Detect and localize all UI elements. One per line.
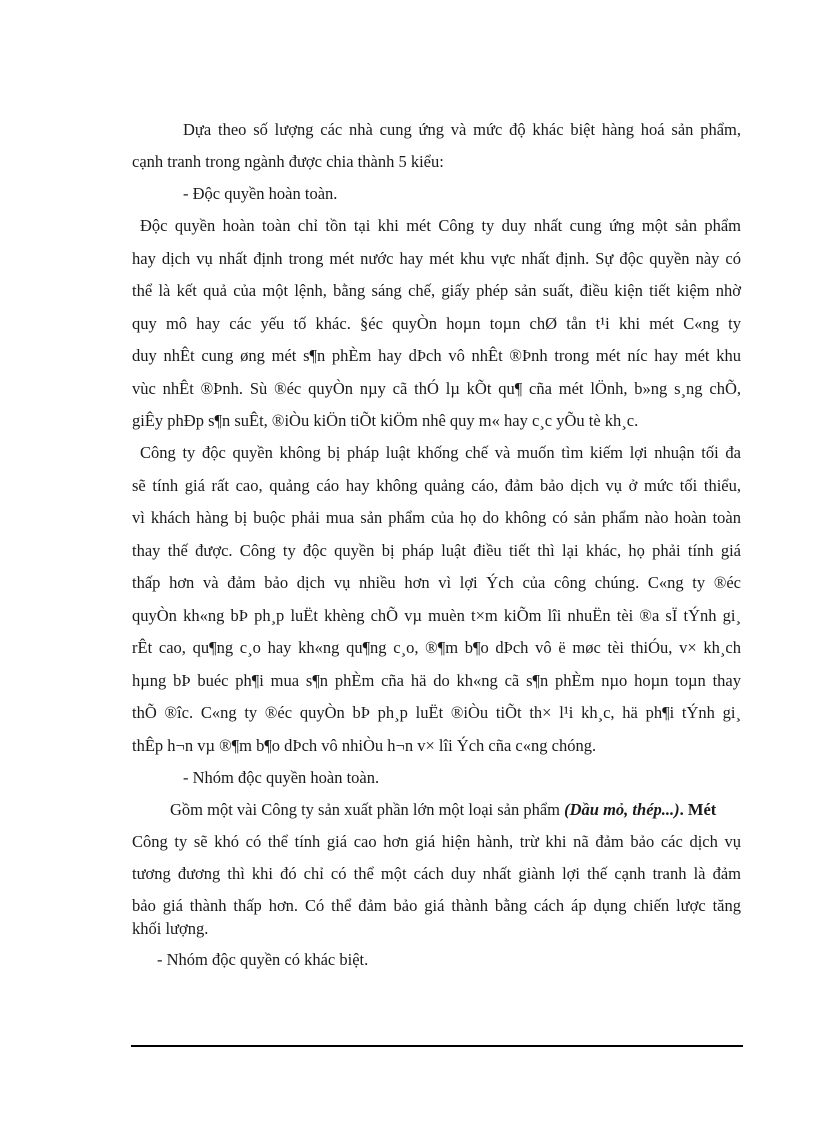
paragraph-line: rÊt cao, qu¶ng c¸o hay kh«ng qu¶ng c¸o, ®¶m b¶o dÞch vô ë møc tèi thiÓu, v× kh¸ch bbox=[132, 638, 741, 657]
paragraph-text: . Mét bbox=[679, 800, 717, 819]
paragraph-line: quyÒn kh«ng bÞ ph¸p luËt khèng chÕ vµ muèn t×m kiÕm lîi nhuËn tèi ®a sÏ tÝnh gi¸ bbox=[132, 606, 741, 625]
paragraph-line: tương đương thì khi đó chỉ có thể một cách duy nhất giành lợi thế cạnh tranh là đảm bbox=[132, 864, 741, 883]
paragraph-line: hµng bÞ buéc ph¶i mua s¶n phÈm cña hä do kh«ng cã s¶n phÈm nµo hoµn toµn thay bbox=[132, 671, 741, 690]
list-item: - Độc quyền hoàn toàn. bbox=[183, 184, 338, 203]
paragraph-line: Độc quyền hoàn toàn chỉ tồn tại khi mét Công ty duy nhất cung ứng một sản phẩm bbox=[140, 216, 741, 235]
paragraph-line: Dựa theo số lượng các nhà cung ứng và mức độ khác biệt hàng hoá sản phẩm, bbox=[183, 120, 741, 139]
paragraph-line: thay thế được. Công ty độc quyền bị pháp luật điều tiết thì lại khác, họ phải tính giá bbox=[132, 541, 741, 560]
paragraph-line-mixed bbox=[170, 800, 741, 820]
emphasis-text: (Dầu mỏ, thép...) bbox=[564, 800, 680, 819]
paragraph-line: thÕ ®îc. C«ng ty ®éc quyÒn bÞ ph¸p luËt ®iÒu tiÕt th× l¹i kh¸c, hä ph¶i tÝnh gi¸ bbox=[132, 703, 741, 722]
paragraph-line: khối lượng. bbox=[132, 919, 209, 938]
paragraph-line: Công ty sẽ khó có thể tính giá cao hơn giá hiện hành, trừ khi nã đảm bảo các dịch vụ bbox=[132, 832, 741, 851]
paragraph-text: Gồm một vài Công ty sản xuất phần lớn một loại sản phẩm bbox=[170, 800, 565, 819]
paragraph-line: thể là kết quả của một lệnh, bằng sáng chế, giấy phép sản suất, điều kiện tiết kiệm nhờ bbox=[132, 281, 741, 300]
list-item: - Nhóm độc quyền hoàn toàn. bbox=[183, 768, 380, 787]
paragraph-line: bảo giá thành thấp hơn. Có thể đảm bảo giá thành bằng cách áp dụng chiến lược tăng bbox=[132, 896, 741, 915]
paragraph-line: cạnh tranh trong ngành được chia thành 5 kiểu: bbox=[132, 152, 444, 171]
footer-rule bbox=[131, 1045, 743, 1047]
paragraph-line: hay dịch vụ nhất định trong mét nước hay mét khu vực nhất định. Sự độc quyền này có bbox=[132, 249, 741, 268]
paragraph-line: giÊy phÐp s¶n suÊt, ®iÒu kiÖn tiÕt kiÖm nhê quy m« hay c¸c yÕu tè kh¸c. bbox=[132, 411, 639, 430]
paragraph-line: thấp hơn và đảm bảo dịch vụ nhiều hơn vì lợi Ých của công chúng. C«ng ty ®éc bbox=[132, 573, 741, 592]
paragraph-line: thÊp h¬n vµ ®¶m b¶o dÞch vô nhiÒu h¬n v× lîi Ých cña c«ng chóng. bbox=[132, 736, 597, 755]
paragraph-line: vì khách hàng bị buộc phải mua sản phẩm của họ do không có sản phẩm nào hoàn toàn bbox=[132, 508, 741, 527]
paragraph-line: quy mô hay các yếu tố khác. §éc quyÒn hoµn toµn chØ tån t¹i khi mét C«ng ty bbox=[132, 314, 741, 333]
paragraph-line: Công ty độc quyền không bị pháp luật khống chế và muốn tìm kiếm lợi nhuận tối đa bbox=[140, 443, 741, 462]
paragraph-line: vùc nhÊt ®Þnh. Sù ®éc quyÒn nµy cã thÓ lµ kÕt qu¶ cña mét lÖnh, b»ng s¸ng chÕ, bbox=[132, 379, 741, 398]
paragraph-line: duy nhÊt cung øng mét s¶n phÈm hay dÞch vô nhÊt ®Þnh trong mét níc hay mét khu bbox=[132, 346, 741, 365]
list-item: - Nhóm độc quyền có khác biệt. bbox=[157, 950, 369, 969]
paragraph-line: sẽ tính giá rất cao, quảng cáo hay không quảng cáo, đảm bảo dịch vụ ở mức tối thiểu, bbox=[132, 476, 741, 495]
